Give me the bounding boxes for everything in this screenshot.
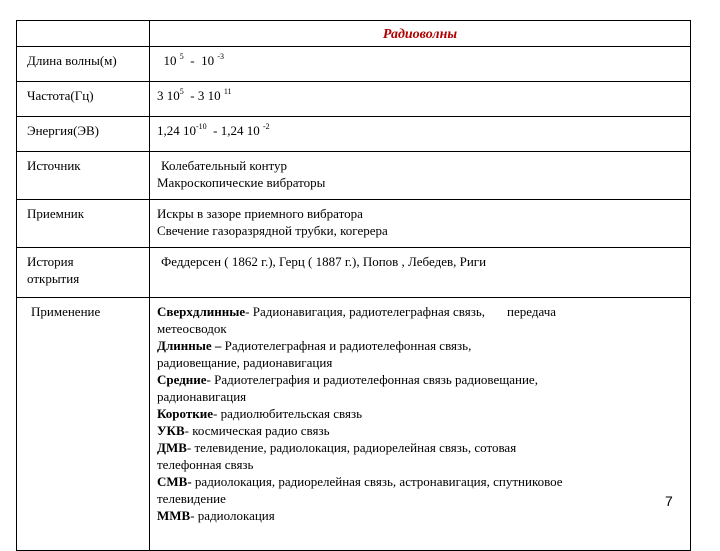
slide-number: 7: [665, 493, 673, 509]
application-value: [150, 298, 691, 551]
receiver-row: [17, 200, 691, 248]
application-row: [17, 298, 691, 551]
app-smv: СМВ- радиолокация, радиорелейная связь, астронавигация, спутниковое: [157, 474, 563, 489]
energy-value: 1,24 $10^{-10} - 1,24$ 10 $^{-2}$: [150, 117, 691, 152]
table-title: Радиоволны: [382, 27, 458, 42]
title-row: [17, 21, 691, 47]
wavelength-value: 10 $^5$ - 10 $^{-3}$: [150, 47, 691, 82]
app-superlong-cont: метеосводок: [157, 321, 227, 336]
app-vhf: УКВ- космическая радио связь: [157, 423, 330, 438]
receiver-label: Приемник: [17, 200, 150, 248]
wavelength-row: [17, 47, 691, 82]
source-line: Колебательный контур: [161, 158, 288, 173]
energy-row: [17, 117, 691, 152]
source-row: [17, 152, 691, 200]
app-medium-cont: радионавигация: [157, 389, 247, 404]
receiver-line: Искры в зазоре приемного вибратора: [157, 206, 363, 221]
receiver-value: [150, 200, 691, 248]
title-empty-cell: [17, 21, 150, 47]
frequency-value: 3 $10^5 - 3$ 10 $^{11}$: [150, 82, 691, 117]
receiver-line: Свечение газоразрядной трубки, когерера: [157, 223, 388, 238]
source-label: Источник: [17, 152, 150, 200]
app-smv-cont: телевидение: [157, 491, 226, 506]
app-superlong: Сверхдлинные- Радионавигация, радиотелеграфная связь, передача: [157, 304, 557, 319]
history-row: [17, 248, 691, 298]
source-line: Макроскопические вибраторы: [157, 175, 326, 190]
radio-waves-table: [16, 20, 691, 551]
source-value: [150, 152, 691, 200]
app-long: Длинные – Радиотелеграфная и радиотелефонная связь,: [157, 338, 472, 353]
app-long-cont: радиовещание, радионавигация: [157, 355, 333, 370]
frequency-row: [17, 82, 691, 117]
app-dmv-cont: телефонная связь: [157, 457, 254, 472]
history-label: История открытия: [17, 248, 150, 298]
wavelength-label: Длина волны(м): [17, 47, 150, 82]
app-short: Короткие- радиолюбительская связь: [157, 406, 363, 421]
title-cell: [150, 21, 691, 47]
app-medium: Средние- Радиотелеграфия и радиотелефонная связь радиовещание,: [157, 372, 538, 387]
history-value: Феддерсен ( 1862 г.), Герц ( 1887 г.), Попов , Лебедев, Риги: [150, 248, 691, 298]
frequency-label: Частота(Гц): [17, 82, 150, 117]
application-label: Применение: [17, 298, 150, 551]
app-dmv: ДМВ- телевидение, радиолокация, радиорелейная связь, сотовая: [157, 440, 517, 455]
energy-label: Энергия(ЭВ): [17, 117, 150, 152]
app-mmv: ММВ- радиолокация: [157, 508, 275, 523]
